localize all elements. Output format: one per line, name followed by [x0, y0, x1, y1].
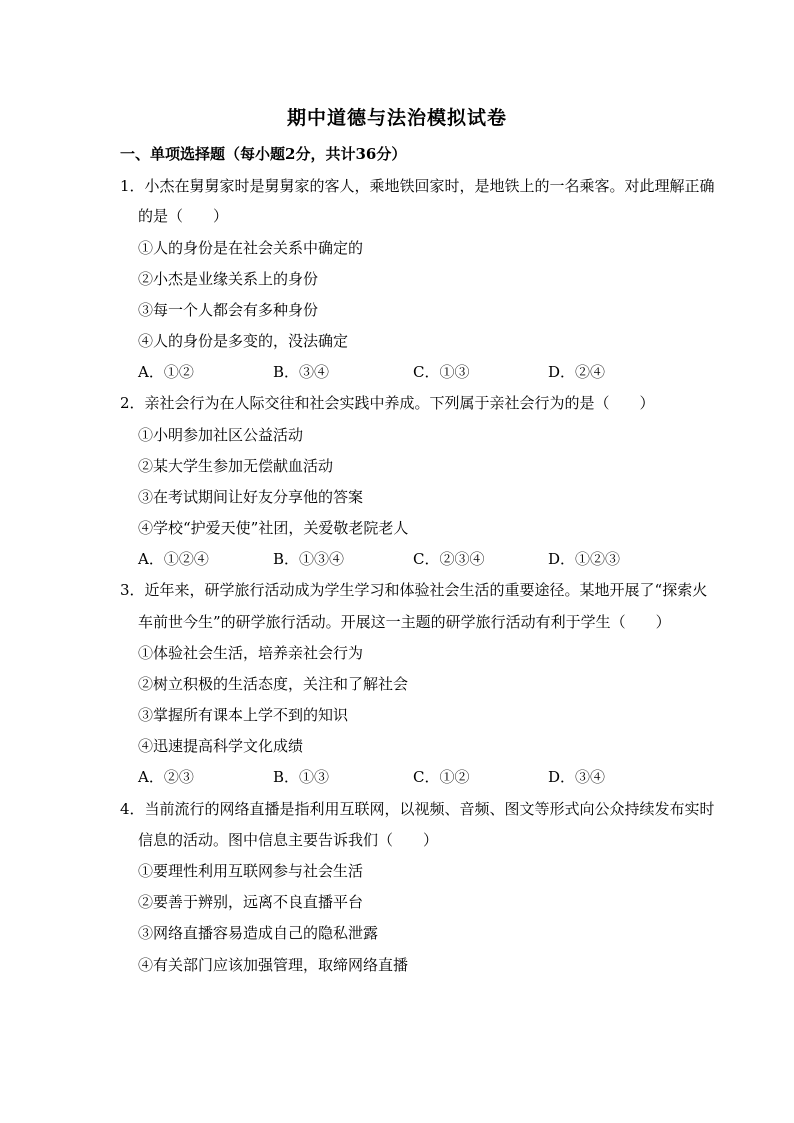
choice-d[interactable]: D．①②③	[548, 550, 621, 568]
choice-d[interactable]: D．②④	[548, 363, 606, 381]
question-2-item-1: ①小明参加社区公益活动	[138, 426, 304, 444]
choice-b[interactable]: B．①③	[273, 768, 330, 786]
question-3-stem-cont: 车前世今生”的研学旅行活动。开展这一主题的研学旅行活动有利于学生（ ）	[138, 613, 671, 631]
choice-a[interactable]: A．①②④	[138, 550, 209, 568]
choice-b[interactable]: B．③④	[273, 363, 330, 381]
question-3-item-2: ②树立积极的生活态度，关注和了解社会	[138, 675, 409, 693]
question-4-item-4: ④有关部门应该加强管理，取缔网络直播	[138, 956, 409, 974]
question-3-item-1: ①体验社会生活，培养亲社会行为	[138, 644, 364, 662]
question-1-stem-cont: 的是（ ）	[138, 207, 229, 225]
choice-b[interactable]: B．①③④	[273, 550, 345, 568]
choice-c[interactable]: C．②③④	[413, 550, 485, 568]
page-title: 期中道德与法治模拟试卷	[286, 107, 507, 129]
question-4-stem: 4．当前流行的网络直播是指利用互联网，以视频、音频、图文等形式向公众持续发布实时	[120, 800, 715, 818]
choice-c[interactable]: C．①②	[413, 768, 470, 786]
section-heading: 一、单项选择题（每小题2分，共计36分）	[120, 145, 407, 163]
question-2-item-3: ③在考试期间让好友分享他的答案	[138, 488, 364, 506]
choice-a[interactable]: A．②③	[138, 768, 194, 786]
question-1-item-1: ①人的身份是在社会关系中确定的	[138, 239, 364, 257]
question-3-item-4: ④迅速提高科学文化成绩	[138, 737, 304, 755]
question-4-item-2: ②要善于辨别，远离不良直播平台	[138, 893, 364, 911]
question-1-item-4: ④人的身份是多变的，没法确定	[138, 332, 349, 350]
question-4-stem-cont: 信息的活动。图中信息主要告诉我们（ ）	[138, 831, 439, 849]
question-4-item-3: ③网络直播容易造成自己的隐私泄露	[138, 924, 379, 942]
question-2-item-2: ②某大学生参加无偿献血活动	[138, 457, 334, 475]
question-2-item-4: ④学校“护爱天使”社团，关爱敬老院老人	[138, 519, 409, 537]
question-3-item-3: ③掌握所有课本上学不到的知识	[138, 706, 349, 724]
choice-d[interactable]: D．③④	[548, 768, 606, 786]
question-4-item-1: ①要理性利用互联网参与社会生活	[138, 862, 364, 880]
question-1-item-3: ③每一个人都会有多种身份	[138, 301, 319, 319]
question-2-stem: 2．亲社会行为在人际交往和社会实践中养成。下列属于亲社会行为的是（ ）	[120, 394, 655, 412]
question-1-stem: 1．小杰在舅舅家时是舅舅家的客人，乘地铁回家时，是地铁上的一名乘客。对此理解正确	[120, 177, 715, 195]
question-3-stem: 3．近年来，研学旅行活动成为学生学习和体验社会生活的重要途径。某地开展了“探索火	[120, 581, 708, 599]
choice-a[interactable]: A．①②	[138, 363, 194, 381]
question-1-item-2: ②小杰是业缘关系上的身份	[138, 270, 319, 288]
choice-c[interactable]: C．①③	[413, 363, 470, 381]
